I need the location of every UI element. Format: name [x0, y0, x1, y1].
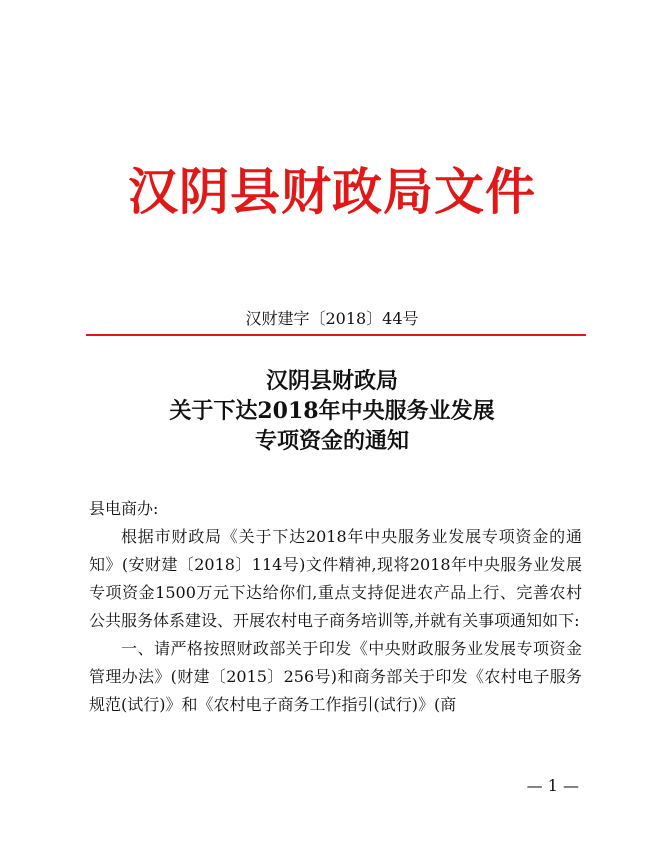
- salutation: 县电商办:: [89, 499, 159, 518]
- document-body: [89, 495, 582, 719]
- document-number: 汉财建字〔2018〕44号: [245, 309, 419, 328]
- document-title: [0, 366, 664, 456]
- title-line-1: 汉阴县财政局: [265, 368, 398, 394]
- red-divider-line: [86, 334, 586, 336]
- title-line-3: 专项资金的通知: [254, 428, 409, 454]
- page-number: — 1 —: [526, 776, 579, 795]
- body-paragraph-2: 一、请严格按照财政部关于印发《中央财政服务业发展专项资金管理办法》(财建〔2015〕256号)和商务部关于印发《农村电子服务规范(试行)》和《农村电子商务工作指引(试行)》(商: [89, 639, 582, 714]
- title-line-2: 关于下达2018年中央服务业发展: [169, 398, 495, 424]
- body-paragraph-1: 根据市财政局《关于下达2018年中央服务业发展专项资金的通知》(安财建〔2018〕114号)文件精神,现将2018年中央服务业发展专项资金1500万元下达给你们,重点支持促进农产品上行、完善农村公共服务体系建设、开展农村电子商务培训等,并就有关事项通知如下:: [89, 527, 582, 630]
- document-masthead: 汉阴县财政局文件: [128, 162, 536, 221]
